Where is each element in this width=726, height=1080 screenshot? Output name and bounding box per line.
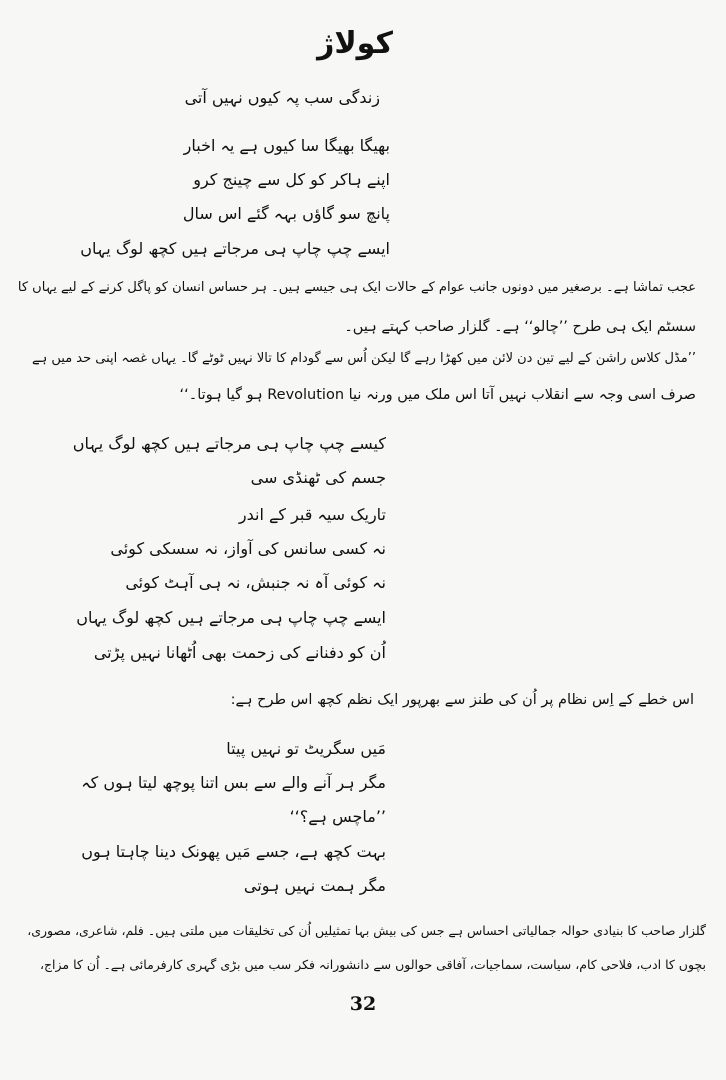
poem2-line-4: نہ کسی سانس کی آواز، نہ سسکی کوئی: [110, 539, 386, 558]
poem1-line-4: پانچ سو گاؤں بہہ گئے اس سال: [182, 204, 390, 223]
poem1-line-5: ایسے چپ چاپ ہی مرجاتے ہیں کچھ لوگ یہاں: [80, 239, 390, 258]
poem2-line-5: نہ کوئی آہ نہ جنبش، نہ ہی آہٹ کوئی: [125, 573, 386, 592]
poem1-line-1: زندگی سب پہ کیوں نہیں آتی: [184, 88, 380, 107]
poem2-line-2: جسم کی ٹھنڈی سی: [250, 468, 386, 487]
poem2-line-6: ایسے چپ چاپ ہی مرجاتے ہیں کچھ لوگ یہاں: [76, 608, 386, 627]
paragraph-3-line-2: بچوں کا ادب، فلاحی کام، سیاست، سماجیات، آفاقی حوالوں سے دانشورانہ فکر سب میں بڑی گہری کارفرمائی ہے۔ اُن کا مزاج،: [39, 957, 706, 972]
poem2-line-3: تاریک سیہ قبر کے اندر: [238, 505, 386, 524]
paragraph-3-line-1: گلزار صاحب کا بنیادی حوالہ جمالیاتی احساس ہے جس کی بیش بہا تمثیلیں اُن کی تخلیقات میں ملتی ہیں۔ فلم، شاعری، مصوری،: [27, 923, 706, 938]
poem1-line-3: اپنے ہاکر کو کل سے چینج کرو: [193, 170, 390, 189]
page-title: کولاژ: [317, 26, 393, 61]
poem1-line-2: بھیگا بھیگا سا کیوں ہے یہ اخبار: [183, 136, 390, 155]
paragraph-1-line-3: ’’مڈل کلاس راشن کے لیے تین دن لائن میں کھڑا رہے گا لیکن اُس سے گودام کا تالا نہیں ٹوٹے گا۔ یہاں غصہ اپنی حد میں ہے: [32, 351, 696, 366]
poem3-line-1: مَیں سگریٹ تو نہیں پیتا: [226, 739, 386, 758]
paragraph-1-line-4: صرف اسی وجہ سے انقلاب نہیں آتا اس ملک میں ورنہ نیا Revolution ہو گیا ہوتا۔‘‘: [179, 387, 696, 403]
poem3-line-3: ’’ماچس ہے؟‘‘: [289, 807, 386, 826]
paragraph-2: اس خطے کے اِس نظام پر اُن کی طنز سے بھرپور ایک نظم کچھ اس طرح ہے:: [230, 692, 694, 708]
page-number: 32: [349, 993, 377, 1015]
poem3-line-4: بہت کچھ ہے، جسے مَیں پھونک دینا چاہتا ہوں: [81, 842, 386, 861]
paragraph-1-line-1: عجب تماشا ہے۔ برصغیر میں دونوں جانب عوام کے حالات ایک ہی جیسے ہیں۔ ہر حساس انسان کو پاگل کرنے کے لیے یہاں کا: [17, 280, 696, 295]
poem3-line-5: مگر ہمت نہیں ہوتی: [243, 876, 386, 895]
poem2-line-7: اُن کو دفنانے کی زحمت بھی اُٹھانا نہیں پڑتی: [93, 643, 386, 662]
paragraph-1-line-2: سسٹم ایک ہی طرح ’’چالو‘‘ ہے۔ گلزار صاحب کہتے ہیں۔: [344, 319, 696, 335]
poem3-line-2: مگر ہر آنے والے سے بس اتنا پوچھ لیتا ہوں کہ: [81, 773, 386, 792]
poem2-line-1: کیسے چپ چاپ ہی مرجاتے ہیں کچھ لوگ یہاں: [72, 434, 386, 453]
